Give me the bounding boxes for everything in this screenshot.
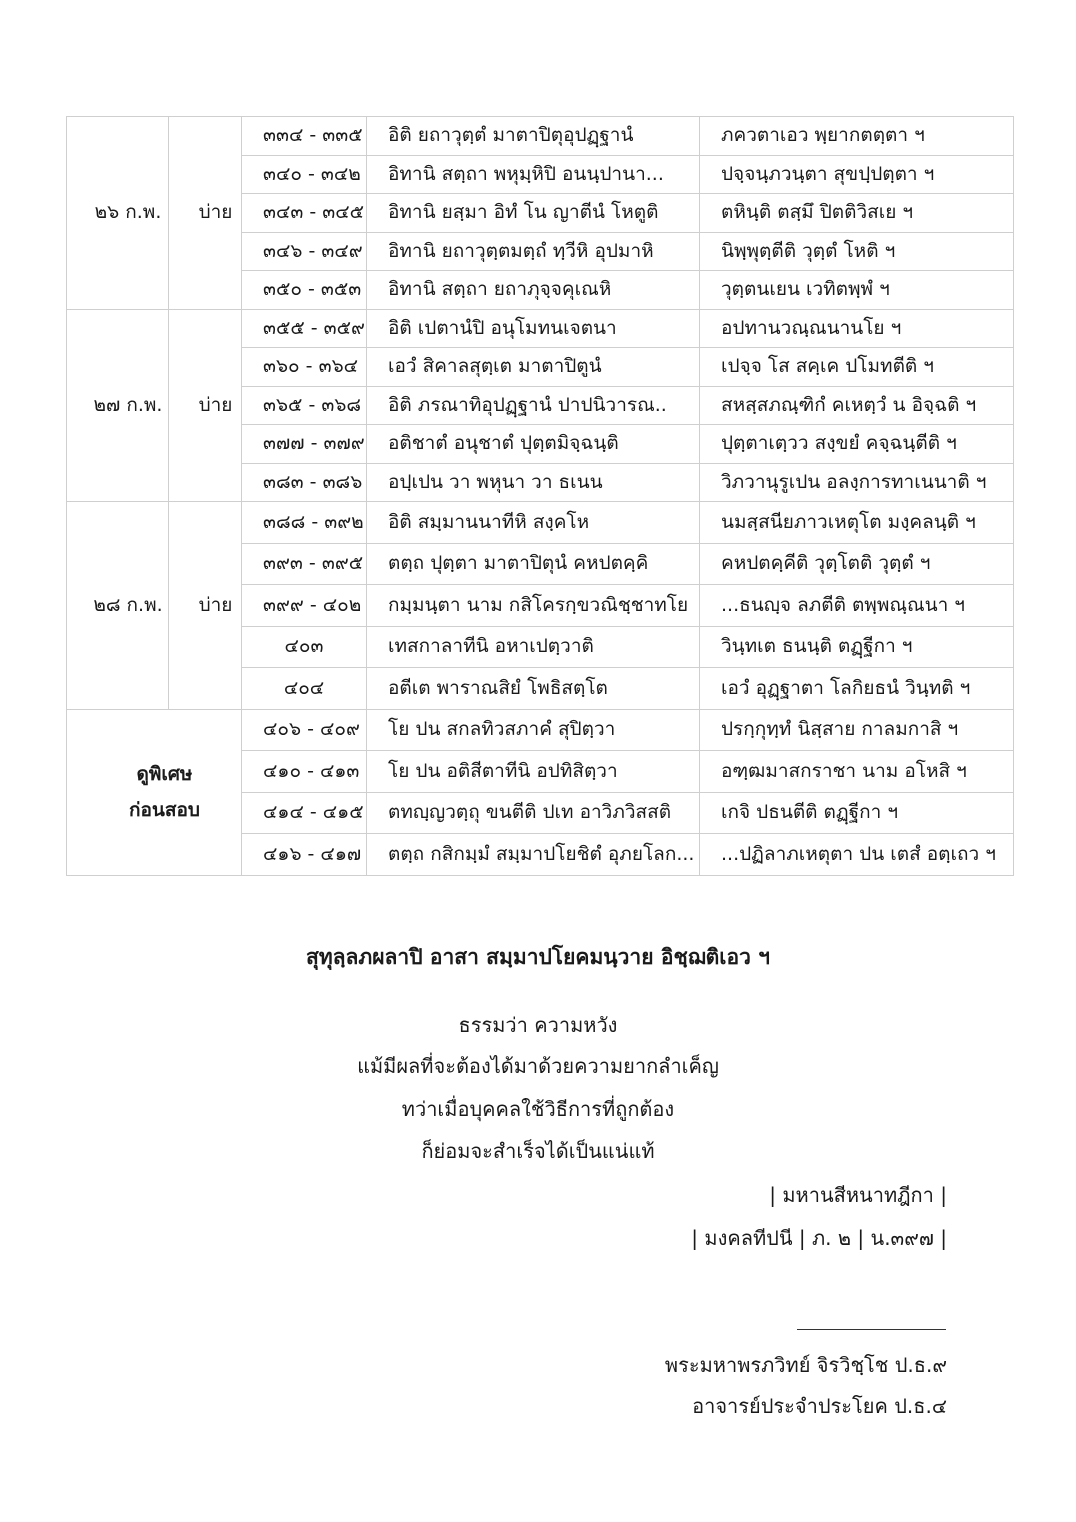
start-text-cell: อิติ ภรณาทิอุปฏฺฐานํ ปาปนิวารณ.. [367, 386, 700, 425]
start-text-cell: อติชาตํ อนุชาตํ ปุตฺตมิจฺฉนฺติ [367, 425, 700, 464]
page-range-cell: ๔๑๐ - ๔๑๓ [242, 751, 367, 793]
page-range-cell: ๓๘๘ - ๓๙๒ [242, 502, 367, 544]
end-text-cell: วินฺทเต ธนนฺติ ตฏฺฐีกา ฯ [700, 626, 1014, 668]
end-text-cell: วุตฺตนเยน เวทิตพฺพํ ฯ [700, 271, 1014, 310]
reading-schedule-table [66, 116, 1014, 876]
end-text-cell: อปทานวณฺณนานโย ฯ [700, 309, 1014, 348]
end-text-cell: เกจิ ปธนตีติ ตฏฺฐีกา ฯ [700, 792, 1014, 834]
start-text-cell: ตตฺถ ปุตฺตา มาตาปิตุนํ คหปตคฺคิ [367, 543, 700, 585]
start-text-cell: อิติ เปตานํปิ อนุโมทนเจตนา [367, 309, 700, 348]
citation-source: | มหานสีหนาทฎีกา | [769, 1183, 947, 1207]
end-text-cell: เอวํ อุฏฺฐาตา โลกิยธนํ วินฺทติ ฯ [700, 668, 1014, 710]
page-range-cell: ๔๑๖ - ๔๑๗ [242, 834, 367, 876]
special-review-line2: ก่อนสอบ [129, 799, 200, 821]
end-text-cell: นมสฺสนียภาวเหตุโต มงฺคลนฺติ ฯ [700, 502, 1014, 544]
time-cell: บ่าย [169, 117, 242, 310]
page-range-cell: ๓๕๕ - ๓๕๙ [242, 309, 367, 348]
page-range-cell: ๓๔๐ - ๓๔๒ [242, 155, 367, 194]
start-text-cell: โย ปน สกลทิวสภาคํ สุปิตฺวา [367, 709, 700, 751]
page-range-cell: ๔๐๔ [242, 668, 367, 710]
citation-reference: | มงคลทีปนี | ภ. ๒ | น.๓๙๗ | [691, 1226, 947, 1250]
start-text-cell: อปฺเปน วา พหุนา วา ธเนน [367, 463, 700, 502]
end-text-cell: ...ธนญฺจ ลภตีติ ตพฺพณฺณนา ฯ [700, 585, 1014, 627]
end-text-cell: คหปตคฺคีติ วุตฺโตติ วุตฺตํ ฯ [700, 543, 1014, 585]
end-text-cell: นิพฺพุตฺตีติ วุตฺตํ โหติ ฯ [700, 232, 1014, 271]
end-text-cell: ภควตาเอว พฺยากตตฺตา ฯ [700, 117, 1014, 156]
special-review-line1: ดูพิเศษ [136, 762, 193, 785]
end-text-cell: ปจฺจนฺภวนฺตา สุขปฺปตฺตา ฯ [700, 155, 1014, 194]
date-cell: ๒๗ ก.พ. [67, 309, 169, 502]
end-text-cell: อฑฺฒมาสกราชา นาม อโหสิ ฯ [700, 751, 1014, 793]
page-range-cell: ๓๗๗ - ๓๗๙ [242, 425, 367, 464]
end-text-cell: วิภวานุรูเปน อลงฺการทาเนนาติ ฯ [700, 463, 1014, 502]
start-text-cell: ตตฺถ กสิกมฺมํ สมฺมาปโยชิตํ อุภยโลก... [367, 834, 700, 876]
page-range-cell: ๓๕๐ - ๓๕๓ [242, 271, 367, 310]
start-text-cell: โย ปน อติสีตาทีนิ อปทิสิตฺวา [367, 751, 700, 793]
start-text-cell: กมฺมนฺตา นาม กสิโครกฺขวณิชฺชาทโย [367, 585, 700, 627]
start-text-cell: ตทญฺญวตฺถุ ขนตีติ ปเท อาวิภวิสสติ [367, 792, 700, 834]
start-text-cell: เอวํ สิคาลสุตฺเต มาตาปิตูนํ [367, 348, 700, 387]
page-range-cell: ๔๑๔ - ๔๑๕ [242, 792, 367, 834]
start-text-cell: เทสกาลาทีนิ อหาเปตฺวาติ [367, 626, 700, 668]
start-text-cell: อิทานิ ยสฺมา อิทํ โน ญาตีนํ โหตูติ [367, 194, 700, 233]
end-text-cell: ตหินฺติ ตสฺมึ ปิตติวิสเย ฯ [700, 194, 1014, 233]
table-row [67, 117, 1014, 156]
start-text-cell: อิทานิ สตฺถา ยถาภุจฺจคุเณหิ [367, 271, 700, 310]
page-range-cell: ๔๐๓ [242, 626, 367, 668]
page-range-cell: ๓๔๓ - ๓๔๕ [242, 194, 367, 233]
end-text-cell: เปจฺจ โส สคฺเค ปโมทตีติ ฯ [700, 348, 1014, 387]
end-text-cell: ปุตฺตาเตฺวว สงฺขยํ คจฺฉนฺตีติ ฯ [700, 425, 1014, 464]
page-range-cell: ๓๘๓ - ๓๘๖ [242, 463, 367, 502]
page-range-cell: ๓๔๖ - ๓๔๙ [242, 232, 367, 271]
start-text-cell: อตีเต พาราณสิยํ โพธิสตฺโต [367, 668, 700, 710]
signature-line [797, 1329, 946, 1330]
verse-line-1: ธรรมว่า ความหวัง [458, 1013, 618, 1037]
page-range-cell: ๓๙๓ - ๓๙๕ [242, 543, 367, 585]
start-text-cell: อิติ ยถาวุตฺตํ มาตาปิตุอุปฏฺฐานํ [367, 117, 700, 156]
verse-line-3: ทว่าเมื่อบุคคลใช้วิธีการที่ถูกต้อง [401, 1097, 675, 1121]
page-range-cell: ๓๓๔ - ๓๓๕ [242, 117, 367, 156]
table-row [67, 309, 1014, 348]
end-text-cell: ปรกฺกุทฺทํ นิสฺสาย กาลมกาสิ ฯ [700, 709, 1014, 751]
date-cell: ๒๖ ก.พ. [67, 117, 169, 310]
page-range-cell: ๔๐๖ - ๔๐๙ [242, 709, 367, 751]
date-cell: ๒๘ ก.พ. [67, 502, 169, 710]
end-text-cell: สหสฺสภณฺฑิกํ คเหตฺวํ น อิจฺฉติ ฯ [700, 386, 1014, 425]
verse-line-4: ก็ย่อมจะสำเร็จได้เป็นแน่แท้ [421, 1139, 655, 1163]
start-text-cell: อิทานิ ยถาวุตฺตมตฺถํ ทฺวีหิ อุปมาหิ [367, 232, 700, 271]
start-text-cell: อิทานิ สตฺถา พหุมฺหิปิ อนนฺปานา... [367, 155, 700, 194]
table-row [67, 502, 1014, 544]
special-review-cell [67, 709, 242, 875]
time-cell: บ่าย [169, 502, 242, 710]
time-cell: บ่าย [169, 309, 242, 502]
signature-name: พระมหาพรภวิทย์ จิรวิชฺโช ป.ธ.๙ [664, 1353, 947, 1377]
verse-line-2: แม้มีผลที่จะต้องได้มาด้วยความยากลำเค็ญ [357, 1054, 719, 1078]
page-range-cell: ๓๖๕ - ๓๖๘ [242, 386, 367, 425]
page-range-cell: ๓๙๙ - ๔๐๒ [242, 585, 367, 627]
start-text-cell: อิติ สมฺมานนาทีหิ สงฺคโห [367, 502, 700, 544]
page-range-cell: ๓๖๐ - ๓๖๔ [242, 348, 367, 387]
table-row [67, 709, 1014, 751]
pali-motto: สุทุลฺลภผลาปิ อาสา สมฺมาปโยคมนฺวาย อิชฺฌติเอว ฯ [306, 945, 770, 969]
signature-title: อาจารย์ประจำประโยค ป.ธ.๔ [692, 1394, 947, 1418]
end-text-cell: ...ปฏิลาภเหตุตา ปน เตสํ อตฺเถว ฯ [700, 834, 1014, 876]
